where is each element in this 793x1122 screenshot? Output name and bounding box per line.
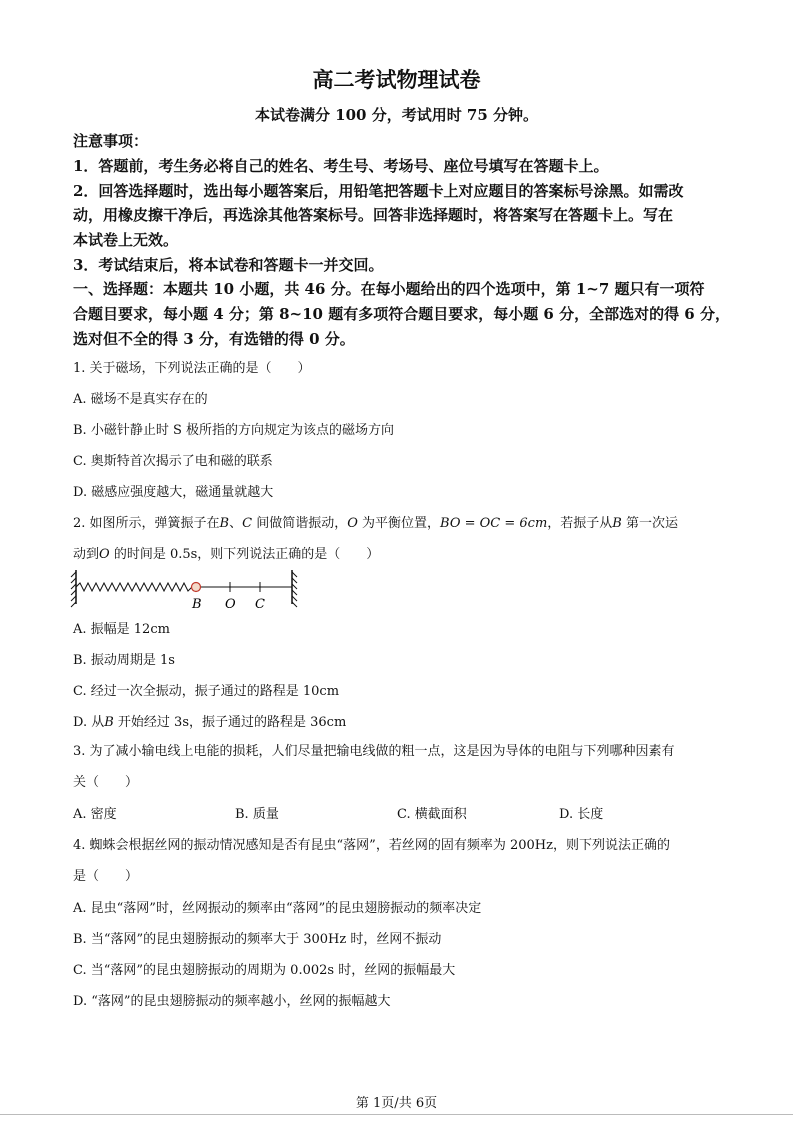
page-title: 高二考试物理试卷 xyxy=(312,67,481,92)
footer-divider xyxy=(0,1114,793,1115)
question-1-option-d: D. 磁感应强度越大，磁通量就越大 xyxy=(73,485,274,500)
question-4-option-b: B. 当“落网”的昆虫翅膀振动的频率大于 300Hz 时，丝网不振动 xyxy=(73,932,442,947)
question-3-option-a: A. 密度 xyxy=(73,807,117,822)
question-1-option-a: A. 磁场不是真实存在的 xyxy=(73,392,208,407)
question-3-option-d: D. 长度 xyxy=(559,807,604,822)
var-b: B xyxy=(104,715,114,730)
stem-text: 、 xyxy=(229,516,243,531)
question-4-option-a: A. 昆虫“落网”时，丝网振动的频率由“落网”的昆虫翅膀振动的频率决定 xyxy=(73,901,482,916)
page-number: 第 1页/共 6页 xyxy=(355,1096,438,1111)
exam-info: 本试卷满分 100 分，考试用时 75 分钟。 xyxy=(254,106,539,124)
oscillator-ball xyxy=(192,583,201,592)
label-b: B xyxy=(192,597,202,612)
question-2-stem-line2 xyxy=(73,543,379,562)
question-1-option-c: C. 奥斯特首次揭示了电和磁的联系 xyxy=(73,454,273,469)
option-text: D. 从 xyxy=(73,715,105,730)
question-4-option-c: C. 当“落网”的昆虫翅膀振动的周期为 0.002s 时，丝网的振幅最大 xyxy=(73,963,456,978)
question-4-stem-line2: 是（ ） xyxy=(73,869,139,884)
section-instructions: 选对但不全的得 3 分，有选错的得 0 分。 xyxy=(73,330,355,348)
spring xyxy=(76,583,192,591)
question-4-stem: 4. 蜘蛛会根据丝网的振动情况感知是否有昆虫“落网”，若丝网的固有频率为 200Hz，则下列说法正确的 xyxy=(73,838,670,853)
question-2-option-a: A. 振幅是 12cm xyxy=(73,622,170,637)
stem-text: 间做简谐振动， xyxy=(252,516,348,531)
spring-oscillator-figure xyxy=(70,568,300,612)
question-4-option-d: D. “落网”的昆虫翅膀振动的频率越小，丝网的振幅越大 xyxy=(73,994,391,1009)
question-3-option-c: C. 横截面积 xyxy=(397,807,467,822)
question-1-option-b: B. 小磁针静止时 S 极所指的方向规定为该点的磁场方向 xyxy=(73,423,394,438)
label-c: C xyxy=(255,597,265,612)
var-b: B xyxy=(612,516,622,531)
label-o: O xyxy=(225,597,236,612)
stem-text: 第一次运 xyxy=(621,516,678,531)
option-text: 开始经过 3s，振子通过的路程是 36cm xyxy=(113,715,347,730)
question-2-option-c: C. 经过一次全振动，振子通过的路程是 10cm xyxy=(73,684,340,699)
section-instructions: 一、选择题：本题共 10 小题，共 46 分。在每小题给出的四个选项中，第 1~7 题只有一项符 xyxy=(73,280,705,298)
stem-text: 为平衡位置， xyxy=(357,516,441,531)
notice-line: 本试卷上无效。 xyxy=(73,231,179,249)
stem-text: 的时间是 0.5s，则下列说法正确的是（ ） xyxy=(109,547,380,562)
question-2-option-b: B. 振动周期是 1s xyxy=(73,653,175,668)
var-o: O xyxy=(99,547,110,562)
notice-line: 3．考试结束后，将本试卷和答题卡一并交回。 xyxy=(73,256,384,274)
notice-heading: 注意事项： xyxy=(73,132,149,150)
question-2-option-d xyxy=(73,711,346,730)
question-3-options xyxy=(73,803,603,822)
notice-line: 1．答题前，考生务必将自己的姓名、考生号、考场号、座位号填写在答题卡上。 xyxy=(73,157,609,175)
section-instructions: 合题目要求，每小题 4 分；第 8~10 题有多项符合题目要求，每小题 6 分，全部选对的得 6 分， xyxy=(73,305,730,323)
notice-line: 2．回答选择题时，选出每小题答案后，用铅笔把答题卡上对应题目的答案标号涂黑。如需改 xyxy=(73,182,684,200)
question-3-stem-line2: 关（ ） xyxy=(73,775,139,790)
question-3-option-b: B. 质量 xyxy=(235,807,279,822)
question-3-stem: 3. 为了减小输电线上电能的损耗，人们尽量把输电线做的粗一点，这是因为导体的电阻与下列哪种因素有 xyxy=(73,744,675,759)
var-c: C xyxy=(242,516,253,531)
question-2-stem xyxy=(73,512,678,531)
formula: BO = OC = 6cm xyxy=(440,516,548,531)
stem-text: 动到 xyxy=(73,547,100,562)
notice-line: 动，用橡皮擦干净后，再选涂其他答案标号。回答非选择题时，将答案写在答题卡上。写在 xyxy=(73,206,674,224)
stem-text: ，若振子从 xyxy=(547,516,613,531)
stem-text: 2. 如图所示，弹簧振子在 xyxy=(73,516,220,531)
question-1-stem: 1. 关于磁场，下列说法正确的是（ ） xyxy=(73,361,311,376)
var-b: B xyxy=(219,516,230,531)
var-o: O xyxy=(347,516,358,531)
